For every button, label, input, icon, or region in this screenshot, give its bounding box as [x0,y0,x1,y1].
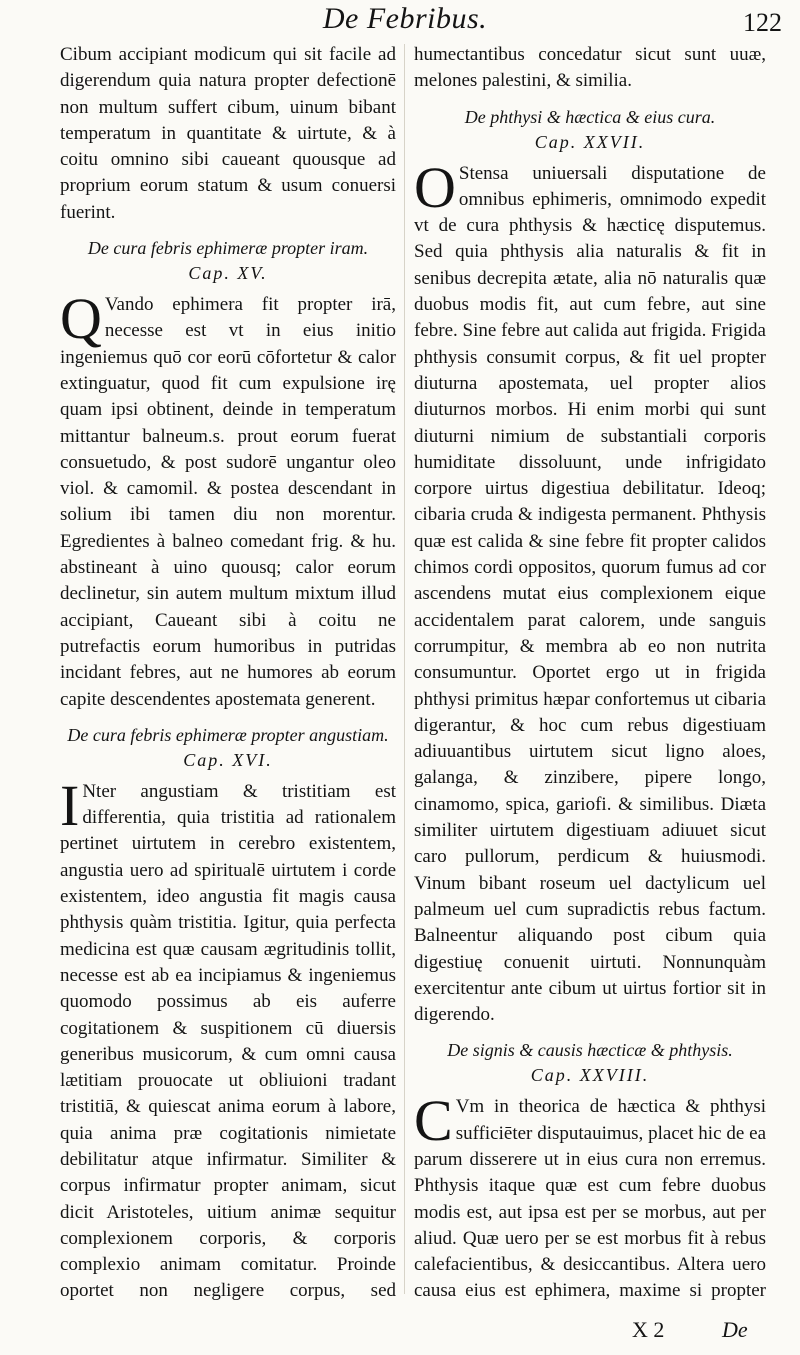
chapter-27 [414,105,766,1029]
chapter-text: Stensa uniuersali disputatione de omnibus ephimeris, omnimodo expedit vt de cura phthysis & hæcticę disputemus. Sed quia phthysis alia naturalis & fit in senibus decrepita ætate, alia nō naturalis quæ duobus modis fit, aut cum febre, aut sine febre. Sine febre aut calida aut frigida. Frigida phthysis consumit corpus, & fit uel propter diuturna apostemata, uel propter alios diuturnos morbos. Hi enim morbi qui sunt diuturni nimium de substantiali corporis humiditate dissoluunt, unde infrigidato corpore uirtus digestiua debilitatur. Ideoq; cibaria cruda & indigesta permanent. Phthysis quæ est calida & sine febre fit propter calidos chimos cordi oppositos, quorum fumus ad cor ascendens mutat eius complexionem eique accidentalem parat calorem, unde sanguis corrumpitur, & membra ab eo non nutrita consumuntur. Oportet ergo ut in frigida phthysi primitus hæpar confortemus ut cibaria digerantur, & hoc cum rebus digestiuam adiuuantibus uirtutem sicut ligno aloes, galanga, & zinzibere, pipere longo, cinamomo, spica, gariofi. & similibus. Diæta similiter uirtutem digestiuam adiuuet sicut caro pullorum, perdicum & huiusmodi. Vinum bibant roseum uel dactylicum uel palmeum uel cum supradictis rebus factum. Balneentur aliquando post cibum quia digestiuę conuenit uirtuti. Nonnunquàm exercitentur ante cibum ut uirtus fortior sit in digerendo. [414,162,766,1026]
initial-letter: Q [60,286,102,352]
column-gutter [404,44,405,1294]
chapter-28 [414,1038,766,1302]
paragraph-continuation: Cibum accipiant modicum qui sit facile ad digerendum quia natura propter defectionē non multum suffert cibum, uinum bibant temperatum in quantitate & uirtute, & à coitu omnino sibi caueant quousque ad proprium eorum statum & usum conuersi fuerint. [60,44,396,223]
chapter-text: Vando ephimera fit propter irā, necesse est vt in eius initio ingeniemus quō cor eorū cōfortetur & calor extinguatur, quod fit cum expulsione irę quam ipsi obtinent, deinde in temperatum mittantur balneum.s. prout eorum fuerat consuetudo, & post sudorē ungantur oleo viol. & camomil. & postea descendant in solium ibi tamen diu non morentur. Egredientes à balneo comedant frig. & hu. abstineant à uino quousq; calor eorum declinetur, sin autem multum mixtum illud accipiant, Caueant sibi à coitu ne putrefactis eorum humoribus in putridas incidant febres, aut ne humores ab eorum capite descendentes apostemata generent. [60,294,396,710]
page-header [0,0,800,40]
page-footer [0,1315,800,1351]
initial-letter: C [414,1088,453,1154]
chapter-number: Cap. XV. [188,263,268,284]
chapter-heading: De cura febris ephimeræ propter angustiam. [67,724,389,745]
chapter-number: Cap. XXVIII. [530,1065,650,1086]
chapter-heading: De phthysi & hæctica & eius cura. [464,106,716,127]
chapter-16 [60,723,396,1302]
chapter-text: Nter angustiam & tristitiam est differentia, quia tristitia ad rationalem pertinet uirtutem in cerebro existentem, angustia uero ad spiritualē uirtutem i corde existentem, ideo angustia fit magis causa phthysis quàm tristitia. Igitur, quia perfecta medicina est quæ causam ægritudinis tollit, necesse est ab ea incipiamus & ingeniemus quomodo possimus ab eis auferre cogitationem & suspitionem cū diuersis generibus musicorum, & cum omni causa lætitiam prouocate ut obliuioni tradant tristitiā, & quiescat anima eorum à labore, quia anima præ cogitationis nimietate debilitatur atque infirmatur. Similiter & corpus infirmatur propter animam, sicut dicit Aristoteles, uitium animæ sequitur complexionem corporis, & corporis complexio animam comitatur. Proinde oportet non negligere corpus, sed [60,780,396,1302]
left-column [60,42,396,1302]
initial-letter: O [414,154,456,220]
signature-mark: X 2 [632,1317,665,1342]
chapter-number: Cap. XXVII. [534,131,646,152]
chapter-text: Vm in theorica de hæctica & phthysi sufficiēter disputauimus, placet hic de ea parum disserere ut in eius cura non erremus. Phthysis itaque quæ est cum febre duobus modis est, aut ipsa est per se morbus, aut per aliud. Quæ uero per se est morbus fit à rebus calefacientibus, & desiccantibus. Altera uero causa eius est ephimera, maxime si propter [414,1096,766,1302]
catchword: De [722,1317,748,1342]
chapter-body [414,1088,766,1302]
chapter-body [414,154,766,1029]
running-title: De Febribus. [322,2,488,35]
chapter-15 [60,236,396,713]
chapter-number: Cap. XVI. [183,749,273,770]
initial-letter: I [60,772,80,838]
right-column [414,42,766,1302]
paragraph-continuation: humectantibus concedatur sicut sunt uuæ, melones palestini, & similia. [414,44,766,92]
chapter-body [60,772,396,1302]
chapter-heading: De cura febris ephimeræ propter iram. [87,238,369,259]
page-number: 122 [743,8,782,37]
chapter-body [60,286,396,713]
chapter-heading: De signis & causis hæcticæ & phthysis. [447,1040,733,1061]
